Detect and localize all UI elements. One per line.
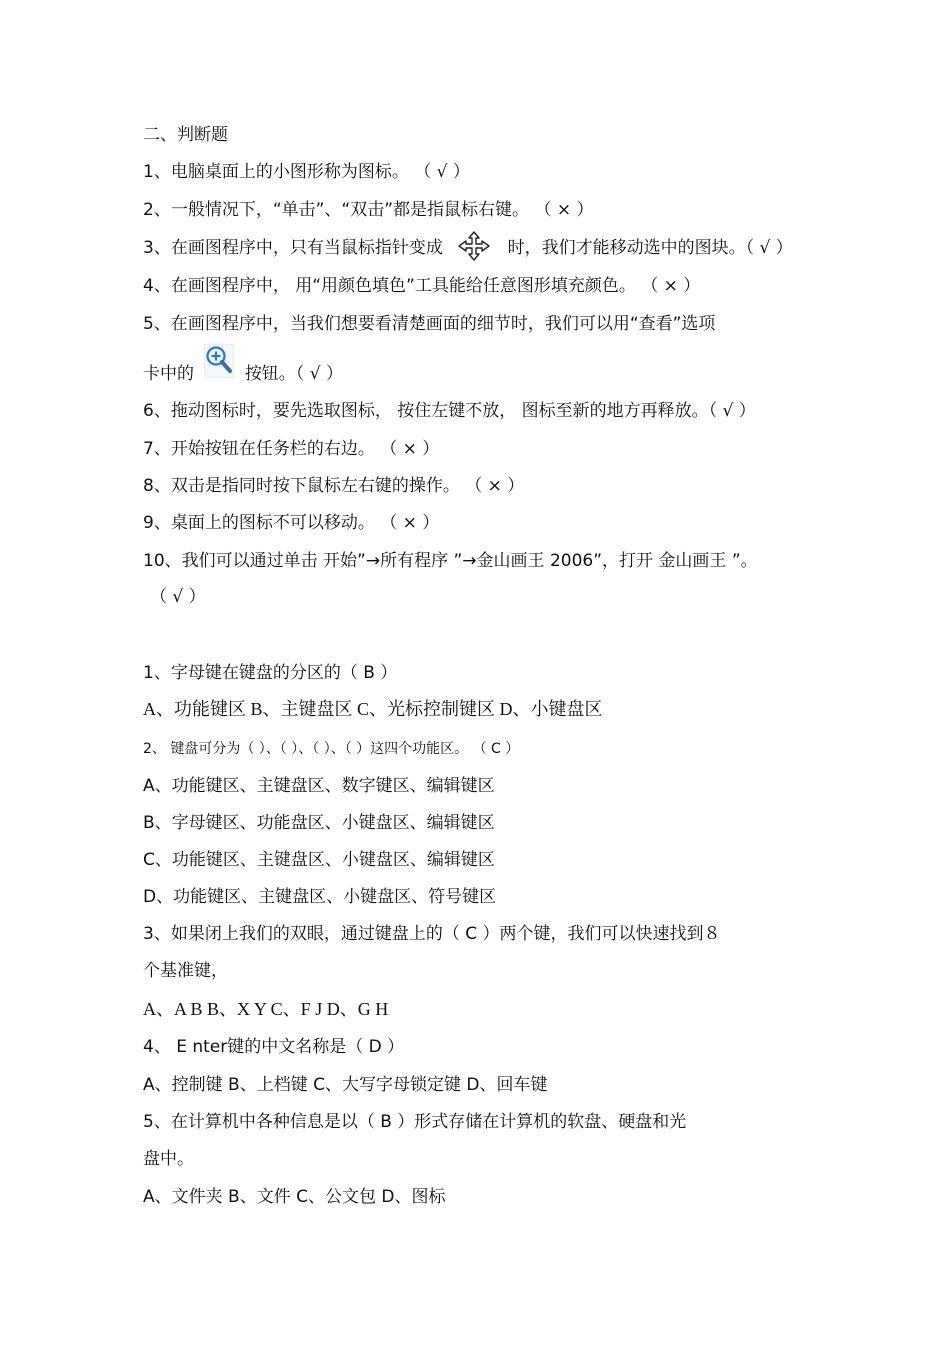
tf-question-1: 1、电脑桌面上的小图形称为图标。 （ √ ） (143, 162, 470, 182)
tf-question-8: 8、双击是指同时按下鼠标左右键的操作。 （ × ） (143, 476, 525, 496)
move-cursor-icon (458, 231, 490, 261)
mc-question-2-option-c: C、功能键区、主键盘区、小键盘区、编辑键区 (143, 850, 495, 870)
tf-question-9: 9、桌面上的图标不可以移动。 （ × ） (143, 513, 440, 533)
mc-question-5: 5、在计算机中各种信息是以（ B ）形式存储在计算机的软盘、硬盘和光 (143, 1112, 687, 1132)
tf-question-10-answer: （ √ ） (150, 587, 206, 607)
tf-question-3-after: 时，我们才能移动选中的图块。（ √ ） (507, 238, 793, 258)
tf-question-6: 6、拖动图标时，要先选取图标， 按住左键不放， 图标至新的地方再释放。（ √ ） (143, 401, 756, 421)
mc-question-2-option-b: B、字母键区、功能盘区、小键盘区、编辑键区 (143, 813, 495, 833)
mc-question-3-continued: 个基准键， (143, 961, 228, 981)
magnifier-zoom-icon (204, 344, 234, 378)
tf-question-5-before: 卡中的 (143, 364, 194, 384)
section-title: 二、判断题 (143, 125, 228, 145)
mc-question-3-options: A、A B B、X Y C、F J D、G H (143, 999, 389, 1019)
mc-question-5-options: A、文件夹 B、文件 C、公文包 D、图标 (143, 1187, 446, 1207)
mc-question-2-option-d: D、功能键区、主键盘区、小键盘区、符号键区 (143, 887, 497, 907)
mc-question-5-continued: 盘中。 (143, 1149, 194, 1169)
tf-question-5-after: 按钮。（ √ ） (244, 364, 343, 384)
mc-question-1: 1、字母键在键盘的分区的（ B ） (143, 663, 398, 683)
tf-question-3 (143, 237, 793, 259)
tf-question-4: 4、在画图程序中， 用“用颜色填色”工具能给任意图形填充颜色。 （ × ） (143, 276, 701, 296)
tf-question-2: 2、一般情况下，“单击”、“双击”都是指鼠标右键。 （ × ） (143, 200, 594, 220)
mc-question-4-options: A、控制键 B、上档键 C、大写字母锁定键 D、回车键 (143, 1075, 548, 1095)
mc-question-3: 3、如果闭上我们的双眼，通过键盘上的（ C ）两个键，我们可以快速找到８ (143, 924, 721, 944)
mc-question-1-options: A、功能键区 B、主键盘区 C、光标控制键区 D、小键盘区 (143, 699, 603, 719)
tf-question-5-continued (143, 363, 343, 385)
tf-question-5: 5、在画图程序中，当我们想要看清楚画面的细节时，我们可以用“查看”选项 (143, 314, 716, 334)
tf-question-3-before: 3、在画图程序中，只有当鼠标指针变成 (143, 238, 443, 258)
mc-question-4: 4、 E nter键的中文名称是（ D ） (143, 1037, 405, 1057)
mc-question-2-option-a: A、功能键区、主键盘区、数字键区、编辑键区 (143, 776, 495, 796)
tf-question-7: 7、开始按钮在任务栏的右边。 （ × ） (143, 439, 440, 459)
tf-question-10: 10、我们可以通过单击 开始”→所有程序 ”→金山画王 2006”，打开 金山画王 ”。 (143, 551, 758, 571)
mc-question-2: 2、 键盘可分为（ ）、（ ）、（ ）、（ ）这四个功能区。 （ C ） (143, 741, 520, 757)
